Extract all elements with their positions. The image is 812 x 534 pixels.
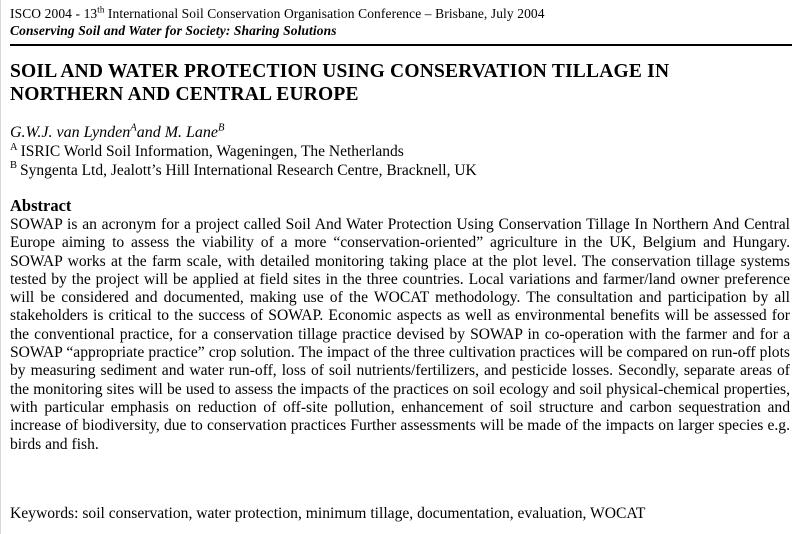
keywords-values: soil conservation, water protection, minimum tillage, documentation, evaluation, WOCAT	[78, 505, 646, 522]
author-affiliation-marker-a: A	[130, 122, 137, 134]
conference-rest: International Soil Conservation Organisation Conference – Brisbane, July 2004	[104, 6, 545, 21]
page-title: SOIL AND WATER PROTECTION USING CONSERVATION TILLAGE IN NORTHERN AND CENTRAL EUROPE	[10, 61, 670, 105]
running-header-conference-line	[10, 6, 790, 22]
conference-prefix: ISCO 2004 - 13	[10, 6, 98, 21]
author-conjunction: and	[136, 124, 165, 141]
abstract-body: SOWAP is an acronym for a project called Soil And Water Protection Using Conservation Tillage In Northern And Central Europe aiming to assess the viability of a more “conservation-oriented” agriculture in the UK, Belgium and Hungary. SOWAP works at the farm scale, with detailed monitoring taking place at the plot level. The conservation tillage systems tested by the project will be applied at field sites in the three countries. Local variations and farmer/land owner preference will be considered and documented, making use of the WOCAT methodology. The consultation and participation by all stakeholders is critical to the success of SOWAP. Economic aspects as well as environmental benefits will be assessed for the conventional practice, for a conservation tillage practice devised by SOWAP in co-operation with the farmer and for a SOWAP “appropriate practice” crop solution. The impact of the three cultivation practices will be compared on run-off plots by measuring sediment and water run-off, loss of soil nutrients/fertilizers, and pesticide losses. Secondly, separate areas of the monitoring sites will be used to assess the impacts of the practices on soil ecology and soil physical-chemical properties, with particular emphasis on reduction of off-site pollution, enhancement of soil structure and carbon sequestration and increase of biodiversity, due to conservation practices Further assessments will be made of the impacts on larger species e.g. birds and fish.	[10, 216, 790, 453]
keywords-label: Keywords:	[10, 505, 79, 522]
author-name-primary: G.W.J. van Lynden	[10, 124, 131, 141]
author-affiliation-marker-b: B	[218, 122, 225, 134]
abstract-heading: Abstract	[10, 196, 72, 215]
running-header-subtitle: Conserving Soil and Water for Society: Sharing Solutions	[10, 22, 337, 38]
running-header	[10, 6, 790, 38]
author-line	[10, 123, 790, 142]
ordinal-suffix: th	[97, 4, 105, 15]
affiliation-text: ISRIC World Soil Information, Wageningen, The Netherlands	[20, 143, 404, 160]
affiliation-item	[10, 162, 790, 181]
affiliation-marker: B	[10, 160, 18, 172]
header-divider-rule	[10, 44, 792, 46]
affiliation-marker: A	[10, 141, 18, 153]
affiliation-list	[10, 143, 790, 180]
keywords-line	[10, 505, 645, 523]
affiliation-text: Syngenta Ltd, Jealott’s Hill International Research Centre, Bracknell, UK	[20, 161, 477, 179]
affiliation-item	[10, 143, 790, 162]
author-name-secondary: M. Lane	[164, 124, 219, 141]
